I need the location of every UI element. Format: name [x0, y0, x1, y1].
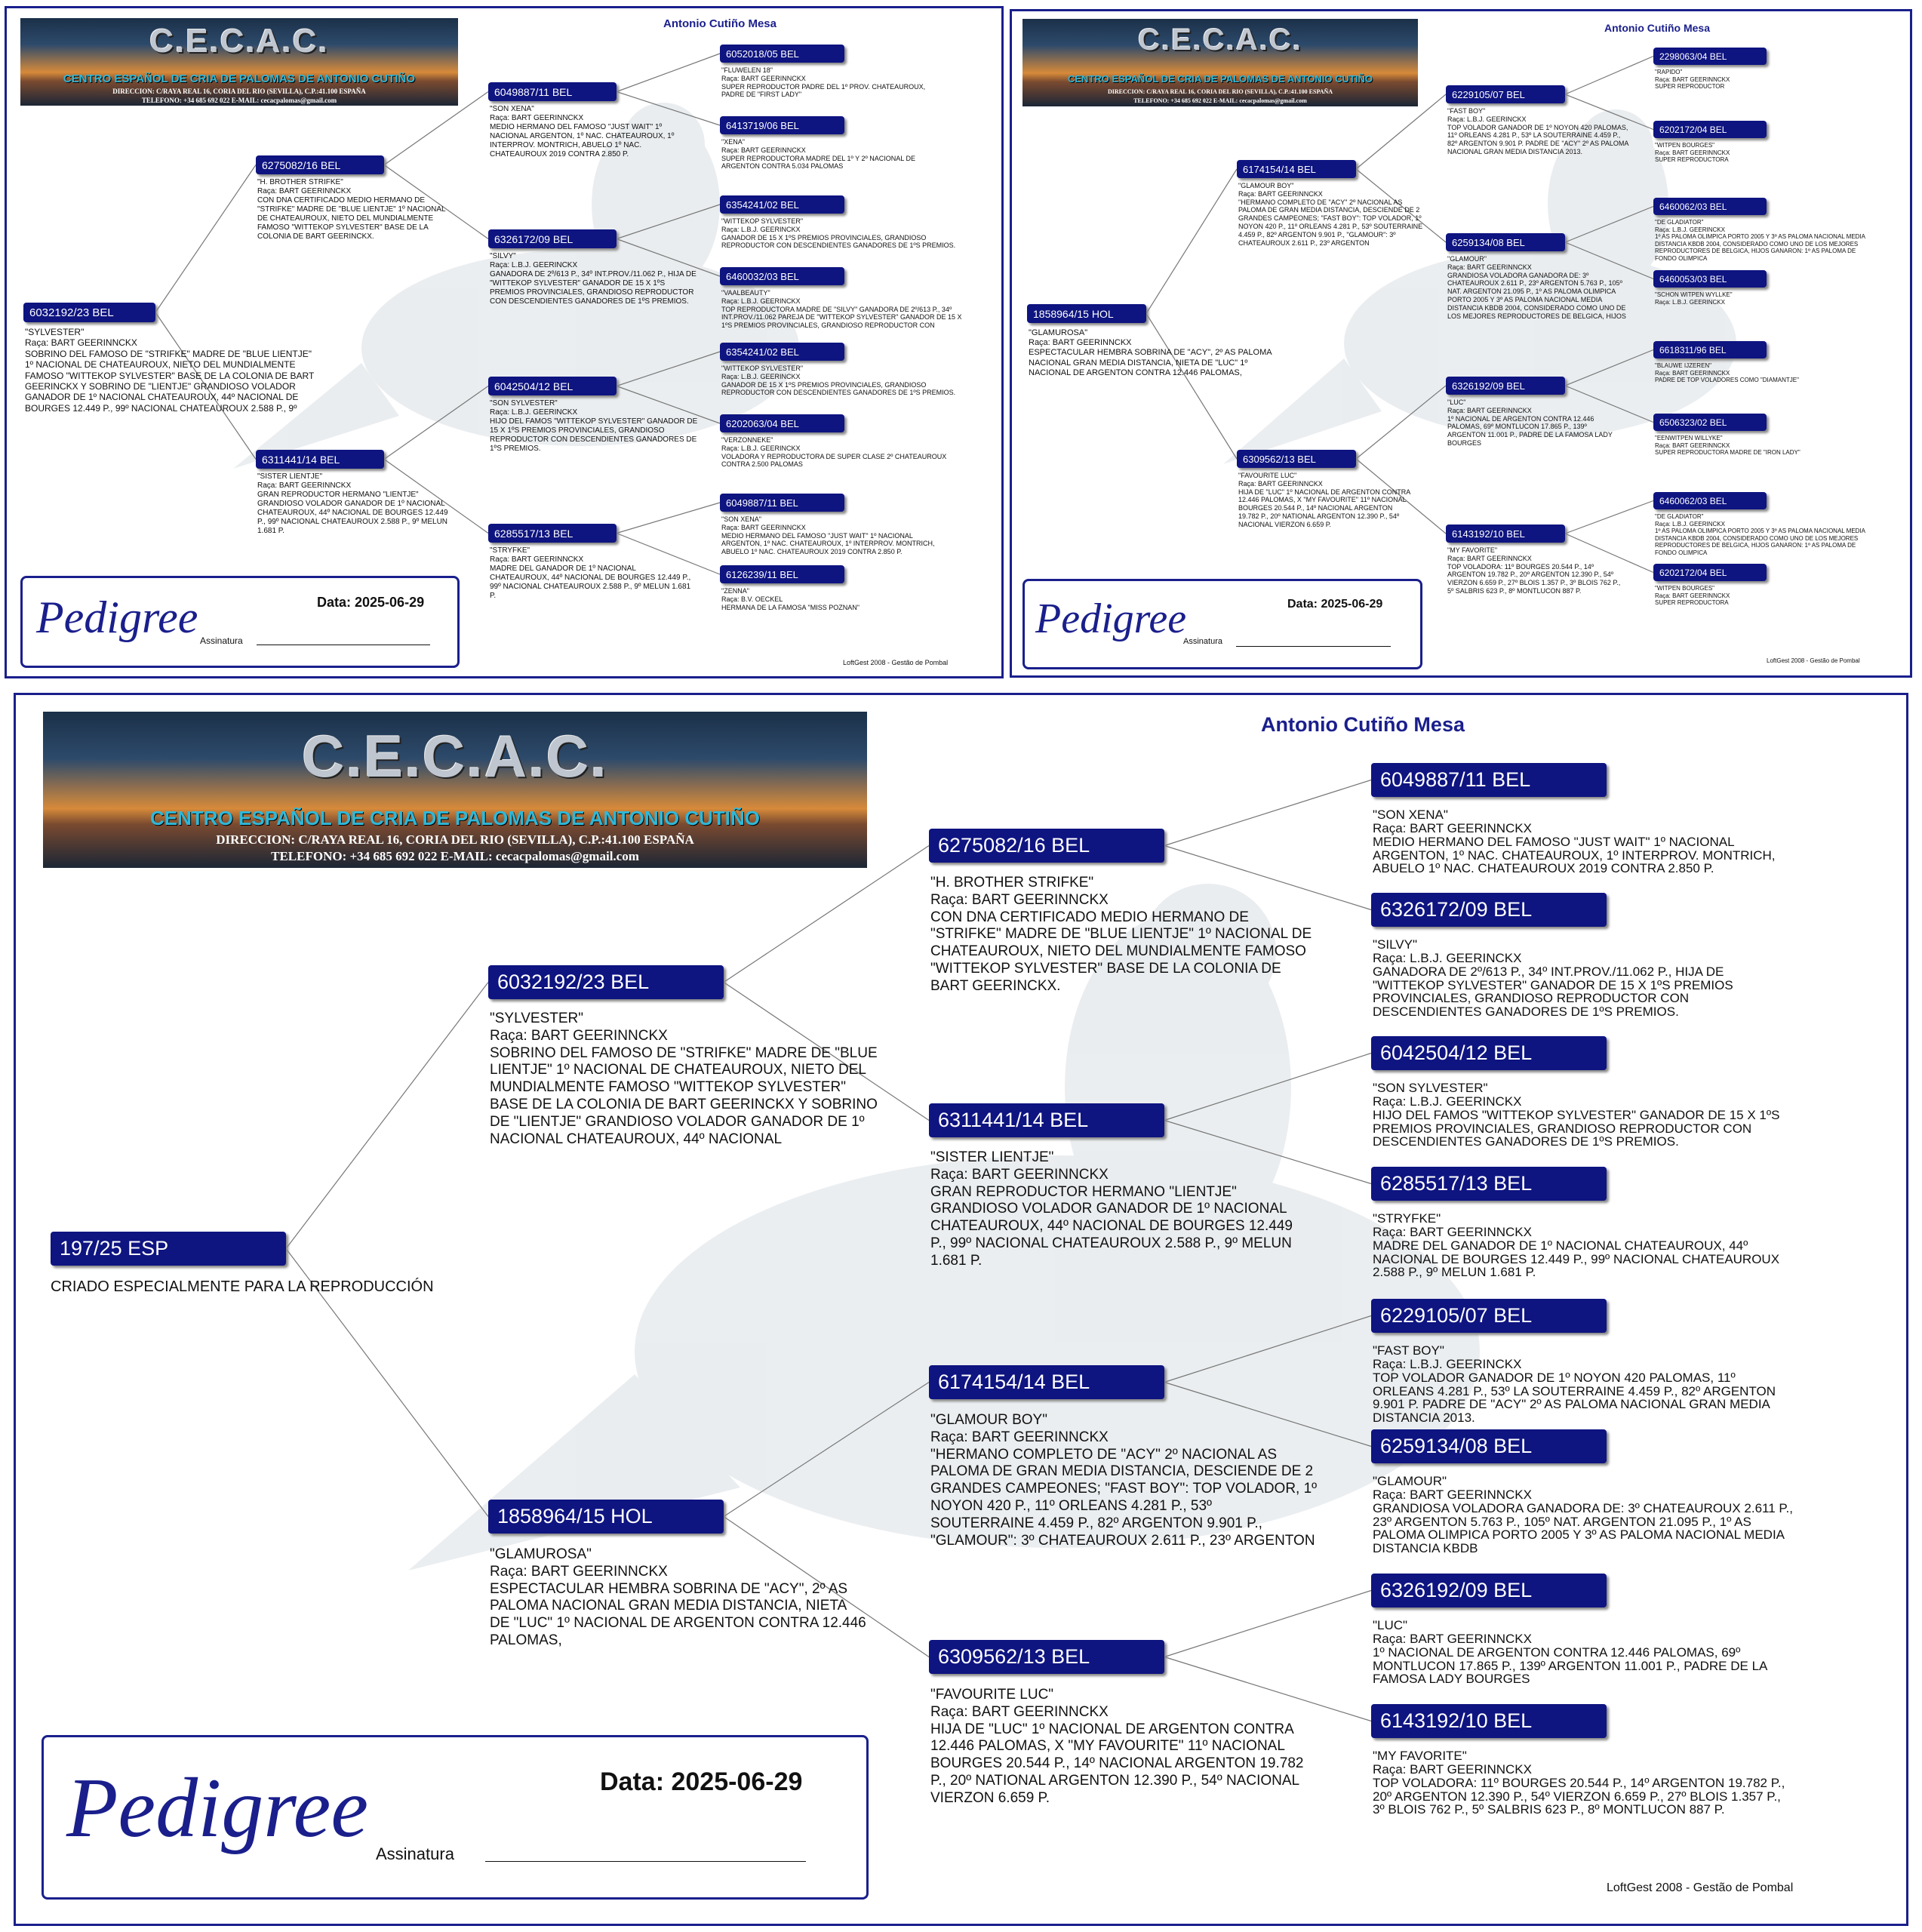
ring-ggp-3: 6354241/02 BEL — [720, 195, 844, 214]
ring-gp-3: 6174154/14 BEL — [929, 1365, 1164, 1399]
signature-label: Assinatura — [1183, 637, 1222, 646]
ggp-4-text: "VAALBEAUTY" Raça: L.B.J. GEERINCKX TOP REPRODUCTORA MADRE DE "SILVY" GANADORA DE 2º/613 P., 34º INT.PROV./11.062 PAREJA DE "WITTEKOP SYLVESTER" GANADOR DE 15 X 1ºS PREMIOS PROVINCIALES, GRANDIOSO REPRODUCTOR CON — [721, 289, 962, 330]
ring-ggp-8: 6202172/04 BEL — [1653, 564, 1767, 581]
connector-line — [1164, 1054, 1371, 1121]
ring-ggp-1: 2298063/04 BEL — [1653, 48, 1767, 65]
connector-line — [1164, 780, 1371, 846]
signature-label: Assinatura — [376, 1844, 454, 1863]
owner-name: Antonio Cutiño Mesa — [1261, 713, 1465, 736]
ring-ggp-3: 6460062/03 BEL — [1653, 198, 1767, 215]
ring-ggp-7: 6326192/09 BEL — [1371, 1574, 1607, 1607]
ring-ggp-5: 6618311/96 BEL — [1653, 341, 1767, 358]
pedigree-sheet-top-right — [1010, 9, 1912, 678]
ggp-4-text: "STRYFKE" Raça: BART GEERINNCKX MADRE DEL GANADOR DE 1º NACIONAL CHATEAUROUX, 44º NACIONAL DE BOURGES 12.449 P., 99º NACIONAL CHATEAUROUX 2.588 P., 9º MELUN 1.681 P. — [1373, 1211, 1780, 1280]
ggp-8-text: "ZENNA" Raça: B.V. OECKEL HERMANA DE LA FAMOSA "MISS POZNAN" — [721, 587, 860, 611]
ggp-7-text: "LUC" Raça: BART GEERINNCKX 1º NACIONAL DE ARGENTON CONTRA 12.446 PALOMAS, 69º MONTLUCON 17.865 P., 139º ARGENTON 11.001 P., PADRE DE LA FAMOSA LADY BOURGES — [1373, 1618, 1767, 1687]
signature-box — [42, 1735, 869, 1900]
pedigree-sheet-top-left — [5, 6, 1004, 678]
ring-ggp-5: 6229105/07 BEL — [1371, 1299, 1607, 1333]
ggp-4-text: "SCHON WITPEN WYLLKE" Raça: L.B.J. GEERINCKX — [1655, 291, 1733, 306]
gp-2-text: "GLAMOUR" Raça: BART GEERINNCKX GRANDIOSA VOLADORA GANADORA DE: 3º CHATEAUROUX 2.611 P., 23º ARGENTON 5.763 P., 105º NAT. ARGENTON 21.095 P., 1º AS PALOMA OLIMPICA PORTO 2005 Y 3º AS PALOMA NACIONAL MEDIA DISTANCIA KBDB 2004, CONSIDERADO COMO UNO DE LOS MEJORES REPRODUCTORES DE BELGICA, HIJOS — [1447, 255, 1626, 320]
ring-subject: 6032192/23 BEL — [23, 303, 155, 322]
footer: LoftGest 2008 - Gestão de Pombal — [1607, 1881, 1794, 1894]
connector-line — [384, 386, 488, 460]
connector-line — [1164, 1591, 1371, 1657]
ring-ggp-4: 6460032/03 BEL — [720, 267, 844, 285]
gp-1-text: "FAST BOY" Raça: L.B.J. GEERINCKX TOP VOLADOR GANADOR DE 1º NOYON 420 PALOMAS, 11º ORLEANS 4.281 P., 53º LA SOUTERRAINE 4.459 P., 82º ARGENTON 9.901 P. PADRE DE "ACY" 2º AS PALOMA NACIONAL GRAN MEDIA DISTANCIA 2013. — [1447, 107, 1628, 155]
father-text: "H. BROTHER STRIFKE" Raça: BART GEERINNCKX CON DNA CERTIFICADO MEDIO HERMANO DE "STRIFKE" MADRE DE "BLUE LIENTJE" 1º NACIONAL DE CHATEAUROUX, NIETO DEL MUNDIALMENTE FAMOSO "WITTEKOP SYLVESTER" BASE DE LA COLONIA DE BART GEERINCKX. — [257, 178, 446, 241]
ring-ggp-4: 6285517/13 BEL — [1371, 1167, 1607, 1201]
mother-text: "FAVOURITE LUC" Raça: BART GEERINNCKX HIJA DE "LUC" 1º NACIONAL DE ARGENTON CONTRA 12.446 PALOMAS, X "MY FAVOURITE" 11º NACIONAL BOURGES 20.544 P., 14º NACIONAL ARGENTON 19.782 P., 20º NATIONAL ARGENTON 12.390 P., 54º NACIONAL VIERZON 6.659 P. — [1238, 472, 1410, 528]
ring-gp-3: 6042504/12 BEL — [488, 377, 617, 395]
ggp-6-text: "EENWITPEN WILLYKE" Raça: BART GEERINNCKX SUPER REPRODUCTORA MADRE DE "IRON LADY" — [1655, 435, 1801, 457]
footer: LoftGest 2008 - Gestão de Pombal — [1767, 657, 1860, 664]
ring-mother: 6311441/14 BEL — [256, 450, 384, 469]
ggp-3-text: "SON SYLVESTER" Raça: L.B.J. GEERINCKX HIJO DEL FAMOS "WITTEKOP SYLVESTER" GANADOR DE 15 X 1ºS PREMIOS PROVINCIALES, GRANDIOSO REPRODUCTOR CON DESCENDIENTES GANADORES DE 1ºS PREMIOS. — [1373, 1081, 1780, 1149]
ring-ggp-4: 6460053/03 BEL — [1653, 270, 1767, 288]
gp-3-text: "LUC" Raça: BART GEERINNCKX 1º NACIONAL DE ARGENTON CONTRA 12.446 PALOMAS, 69º MONTLUCON 17.865 P., 139º ARGENTON 11.001 P., PADRE DE LA FAMOSA LADY BOURGES — [1447, 398, 1613, 447]
connector-line — [1565, 350, 1653, 386]
connector-line — [724, 1383, 929, 1517]
connector-line — [617, 503, 720, 534]
ggp-5-text: "BLAUWE IJZEREN" Raça: BART GEERINNCKX PADRE DE TOP VOLADORES COMO "DIAMANTJE" — [1655, 362, 1799, 384]
connector-line — [286, 983, 488, 1249]
signature-box — [20, 576, 460, 668]
ring-gp-1: 6229105/07 BEL — [1446, 85, 1565, 103]
date-label: Data: 2025-06-29 — [600, 1767, 803, 1796]
subject-text: "SYLVESTER" Raça: BART GEERINNCKX SOBRINO DEL FAMOSO DE "STRIFKE" MADRE DE "BLUE LIENTJE" 1º NACIONAL DE CHATEAUROUX, NIETO DEL MUNDIALMENTE FAMOSO "WITTEKOP SYLVESTER" BASE DE LA COLONIA DE BART GEERINCKX Y SOBRINO DE "LIENTJE" GRANDIOSO VOLADOR GANADOR DE 1º NACIONAL CHATEAUROUX, 44º NACIONAL DE BOURGES 12.449 P., 99º NACIONAL CHATEAUROUX 2.588 P., 9º — [25, 327, 315, 414]
date-label: Data: 2025-06-29 — [1287, 598, 1383, 611]
connector-line — [1565, 207, 1653, 243]
gp-4-text: "STRYFKE" Raça: BART GEERINNCKX MADRE DEL GANADOR DE 1º NACIONAL CHATEAUROUX, 44º NACIONAL DE BOURGES 12.449 P., 99º NACIONAL CHATEAUROUX 2.588 P., 9º MELUN 1.681 P. — [490, 546, 691, 600]
gp-1-text: "SON XENA" Raça: BART GEERINNCKX MEDIO HERMANO DEL FAMOSO "JUST WAIT" 1º NACIONAL ARGENTON, 1º NAC. CHATEAUROUX, 1º INTERPROV. MONTRICH, ABUELO 1º NAC. CHATEAUROUX 2019 CONTRA 2.850 P. — [490, 105, 675, 158]
ring-ggp-3: 6042504/12 BEL — [1371, 1036, 1607, 1070]
connector-line — [1565, 501, 1653, 534]
ggp-8-text: "WITPEN BOURGES" Raça: BART GEERINNCKX SUPER REPRODUCTORA — [1655, 585, 1730, 607]
gp-3-text: "SON SYLVESTER" Raça: L.B.J. GEERINCKX HIJO DEL FAMOS "WITTEKOP SYLVESTER" GANADOR DE 15 X 1ºS PREMIOS PROVINCIALES, GRANDIOSO REPRODUCTOR CON DESCENDIENTES GANADORES DE 1ºS PREMIOS. — [490, 399, 698, 453]
ring-ggp-1: 6049887/11 BEL — [1371, 763, 1607, 797]
mother-text: "SISTER LIENTJE" Raça: BART GEERINNCKX GRAN REPRODUCTOR HERMANO "LIENTJE" GRANDIOSO VOLADOR GANADOR DE 1º NACIONAL CHATEAUROUX, 44º NACIONAL DE BOURGES 12.449 P., 99º NACIONAL CHATEAUROUX 2.588 P., 9º MELUN 1.681 P. — [257, 472, 448, 535]
ring-gp-3: 6326192/09 BEL — [1446, 377, 1565, 395]
connector-line — [1146, 169, 1237, 314]
ring-ggp-1: 6052018/05 BEL — [720, 45, 844, 63]
ring-gp-2: 6311441/14 BEL — [929, 1103, 1164, 1137]
ring-ggp-6: 6506323/02 BEL — [1653, 414, 1767, 431]
ggp-1-text: "SON XENA" Raça: BART GEERINNCKX MEDIO HERMANO DEL FAMOSO "JUST WAIT" 1º NACIONAL ARGENTON, 1º NAC. CHATEAUROUX, 1º INTERPROV. MONTRICH, ABUELO 1º NAC. CHATEAUROUX 2019 CONTRA 2.850 P. — [1373, 808, 1776, 876]
ring-father: 6032192/23 BEL — [488, 965, 724, 999]
father-text: "GLAMOUR BOY" Raça: BART GEERINNCKX "HERMANO COMPLETO DE "ACY" 2º NACIONAL AS PALOMA DE GRAN MEDIA DISTANCIA, DESCIENDE DE 2 GRANDES CAMPEONES; "FAST BOY": TOP VOLADOR, 1º NOYON 420 P., 11º ORLEANS 4.281 P., 53º SOUTERRAINE 4.459 P., 82º ARGENTON 9.901 P., "GLAMOUR": 3º CHATEAUROUX 2.611 P., 23º ARGENTON — [1238, 182, 1423, 247]
connector-line — [1164, 1316, 1371, 1383]
ring-mother: 6309562/13 BEL — [1237, 450, 1356, 468]
connector-line — [1356, 386, 1446, 459]
signature-label: Assinatura — [200, 635, 243, 646]
gp-2-text: "SILVY" Raça: L.B.J. GEERINCKX GANADORA DE 2º/613 P., 34º INT.PROV./11.062 P., HIJA DE "WITTEKOP SYLVESTER" GANADOR DE 15 X 1ºS PREMIOS PROVINCIALES, GRANDIOSO REPRODUCTOR CON DESCENDIENTES GANADORES DE 1ºS PREMIOS. — [490, 252, 697, 306]
ggp-6-text: "GLAMOUR" Raça: BART GEERINNCKX GRANDIOSA VOLADORA GANADORA DE: 3º CHATEAUROUX 2.611 P., 23º ARGENTON 5.763 P., 105º NAT. ARGENTON 21.095 P., 1º AS PALOMA OLIMPICA PORTO 2005 Y 3º AS PALOMA NACIONAL MEDIA DISTANCIA KBDB — [1373, 1474, 1793, 1556]
father-text: "SYLVESTER" Raça: BART GEERINNCKX SOBRINO DEL FAMOSO DE "STRIFKE" MADRE DE "BLUE LIENTJE" 1º NACIONAL DE CHATEAUROUX, NIETO DEL MUNDIALMENTE FAMOSO "WITTEKOP SYLVESTER" BASE DE LA COLONIA DE BART GEERINCKX Y SOBRINO DE "LIENTJE" GRANDIOSO VOLADOR GANADOR DE 1º NACIONAL CHATEAUROUX, 44º NACIONAL — [490, 1011, 878, 1147]
pedigree-label: Pedigree — [66, 1761, 369, 1855]
ggp-5-text: "FAST BOY" Raça: L.B.J. GEERINCKX TOP VOLADOR GANADOR DE 1º NOYON 420 PALOMAS, 11º ORLEANS 4.281 P., 53º LA SOUTERRAINE 4.459 P., 82º ARGENTON 9.901 P. PADRE DE "ACY" 2º AS PALOMA NACIONAL GRAN MEDIA DISTANCIA 2013. — [1373, 1343, 1776, 1426]
signature-line — [1236, 646, 1391, 647]
pedigree-label: Pedigree — [36, 592, 198, 642]
connector-line — [155, 165, 256, 313]
ggp-2-text: "SILVY" Raça: L.B.J. GEERINCKX GANADORA DE 2º/613 P., 34º INT.PROV./11.062 P., HIJA DE "WITTEKOP SYLVESTER" GANADOR DE 15 X 1ºS PREMIOS PROVINCIALES, GRANDIOSO REPRODUCTOR CON DESCENDIENTES GANADORES DE 1ºS PREMIOS. — [1373, 937, 1733, 1020]
ggp-1-text: "RAPIDO" Raça: BART GEERINNCKX SUPER REPRODUCTOR — [1655, 69, 1730, 91]
ring-ggp-8: 6143192/10 BEL — [1371, 1704, 1607, 1738]
mother-text: "GLAMUROSA" Raça: BART GEERINNCKX ESPECTACULAR HEMBRA SOBRINA DE "ACY", 2º AS PALOMA NACIONAL GRAN MEDIA DISTANCIA, NIETA DE "LUC" 1º NACIONAL DE ARGENTON CONTRA 12.446 PALOMAS, — [490, 1546, 866, 1648]
ring-mother: 1858964/15 HOL — [488, 1500, 724, 1534]
gp-2-text: "SISTER LIENTJE" Raça: BART GEERINNCKX GRAN REPRODUCTOR HERMANO "LIENTJE" GRANDIOSO VOLADOR GANADOR DE 1º NACIONAL CHATEAUROUX, 44º NACIONAL DE BOURGES 12.449 P., 99º NACIONAL CHATEAUROUX 2.588 P., 9º MELUN 1.681 P. — [930, 1149, 1293, 1269]
connector-line — [1565, 57, 1653, 95]
signature-line — [485, 1861, 806, 1862]
ggp-5-text: "WITTEKOP SYLVESTER" Raça: L.B.J. GEERINCKX GANADOR DE 15 X 1ºS PREMIOS PROVINCIALES, GRANDIOSO REPRODUCTOR CON DESCENDIENTES GANADORES DE 1ºS PREMIOS. — [721, 365, 956, 397]
ring-subject: 1858964/15 HOL — [1027, 304, 1146, 323]
ring-ggp-5: 6354241/02 BEL — [720, 343, 844, 361]
ring-ggp-6: 6259134/08 BEL — [1371, 1429, 1607, 1463]
ggp-7-text: "SON XENA" Raça: BART GEERINNCKX MEDIO HERMANO DEL FAMOSO "JUST WAIT" 1º NACIONAL ARGENTON, 1º NAC. CHATEAUROUX, 1º INTERPROV. MONTRICH, ABUELO 1º NAC. CHATEAUROUX 2019 CONTRA 2.850 P. — [721, 515, 935, 556]
ring-gp-2: 6259134/08 BEL — [1446, 233, 1565, 251]
ggp-8-text: "MY FAVORITE" Raça: BART GEERINNCKX TOP VOLADORA: 11º BOURGES 20.544 P., 14º ARGENTON 19.782 P., 20º ARGENTON 12.390 P., 54º VIERZON 6.659 P., 27º BLOIS 1.357 P., 3º BLOIS 762 P., 5º SALBRIS 623 P., 8º MONTLUCON 887 P. — [1373, 1749, 1785, 1817]
ring-father: 6275082/16 BEL — [256, 155, 384, 174]
ring-ggp-2: 6413719/06 BEL — [720, 116, 844, 134]
footer: LoftGest 2008 - Gestão de Pombal — [843, 659, 949, 666]
cecac-logo: C.E.C.A.C. CENTRO ESPAÑOL DE CRIA DE PALOMAS DE ANTONIO CUTIÑO DIRECCION: C/RAYA REAL 16, CORIA DEL RIO (SEVILLA), C.P.:41.100 ESPAÑA TELEFONO: +34 685 692 022 E-MAIL: cecacpalomas@gmail.com — [20, 18, 458, 106]
ring-gp-4: 6143192/10 BEL — [1446, 525, 1565, 543]
ggp-7-text: "DE GLADIATOR" Raça: L.B.J. GEERINCKX 1º AS PALOMA OLIMPICA PORTO 2005 Y 3º AS PALOMA NACIONAL MEDIA DISTANCIA KBDB 2004, CONSIDERADO COMO UNO DE LOS MEJORES REPRODUCTORES DE BELGICA, HIJOS GANARON: 1º AS PALOMA DE FONDO OLIMPICA — [1655, 513, 1865, 556]
date-label: Data: 2025-06-29 — [317, 595, 425, 610]
ring-ggp-7: 6460062/03 BEL — [1653, 492, 1767, 509]
ring-gp-1: 6049887/11 BEL — [488, 82, 617, 101]
connector-line — [617, 205, 720, 239]
pedigree-sheet-main — [14, 693, 1908, 1926]
subject-text: "GLAMUROSA" Raça: BART GEERINNCKX ESPECTACULAR HEMBRA SOBRINA DE "ACY", 2º AS PALOMA NACIONAL GRAN MEDIA DISTANCIA, NIETA DE "LUC" 1º NACIONAL DE ARGENTON CONTRA 12.446 PALOMAS, — [1029, 328, 1272, 377]
gp-4-text: "FAVOURITE LUC" Raça: BART GEERINNCKX HIJA DE "LUC" 1º NACIONAL DE ARGENTON CONTRA 12.446 PALOMAS, X "MY FAVOURITE" 11º NACIONAL BOURGES 20.544 P., 14º NACIONAL ARGENTON 19.782 P., 20º NATIONAL ARGENTON 12.390 P., 54º NACIONAL VIERZON 6.659 P. — [930, 1687, 1304, 1806]
gp-3-text: "GLAMOUR BOY" Raça: BART GEERINNCKX "HERMANO COMPLETO DE "ACY" 2º NACIONAL AS PALOMA DE GRAN MEDIA DISTANCIA, DESCIENDE DE 2 GRANDES CAMPEONES; "FAST BOY": TOP VOLADOR, 1º NOYON 420 P., 11º ORLEANS 4.281 P., 53º SOUTERRAINE 4.459 P., 82º ARGENTON 9.901 P., "GLAMOUR": 3º CHATEAUROUX 2.611 P., 23º ARGENTON — [930, 1412, 1318, 1549]
ring-subject: 197/25 ESP — [51, 1232, 286, 1266]
ring-gp-4: 6309562/13 BEL — [929, 1640, 1164, 1674]
signature-box — [1023, 579, 1422, 669]
pedigree-label: Pedigree — [1035, 595, 1187, 642]
owner-name: Antonio Cutiño Mesa — [663, 17, 776, 30]
ggp-3-text: "DE GLADIATOR" Raça: L.B.J. GEERINCKX 1º AS PALOMA OLIMPICA PORTO 2005 Y 3º AS PALOMA NACIONAL MEDIA DISTANCIA KBDB 2004, CONSIDERADO COMO UNO DE LOS MEJORES REPRODUCTORES DE BELGICA, HIJOS GANARON: 1º AS PALOMA DE FONDO OLIMPICA — [1655, 219, 1865, 262]
ring-gp-2: 6326172/09 BEL — [488, 229, 617, 248]
ggp-2-text: "WITPEN BOURGES" Raça: BART GEERINNCKX SUPER REPRODUCTORA — [1655, 142, 1730, 164]
subject-text: CRIADO ESPECIALMENTE PARA LA REPRODUCCIÓN — [51, 1278, 434, 1295]
ring-ggp-2: 6202172/04 BEL — [1653, 121, 1767, 138]
ggp-3-text: "WITTEKOP SYLVESTER" Raça: L.B.J. GEERINCKX GANADOR DE 15 X 1ºS PREMIOS PROVINCIALES, GRANDIOSO REPRODUCTOR CON DESCENDIENTES GANADORES DE 1ºS PREMIOS. — [721, 217, 956, 250]
connector-line — [617, 352, 720, 386]
ggp-6-text: "VERZONNEKE" Raça: L.B.J. GEERINCKX VOLADORA Y REPRODUCTORA DE SUPER CLASE 2º CHATEAUROUX CONTRA 2.500 PALOMAS — [721, 436, 947, 469]
cecac-logo: C.E.C.A.C. CENTRO ESPAÑOL DE CRIA DE PALOMAS DE ANTONIO CUTIÑO DIRECCION: C/RAYA REAL 16, CORIA DEL RIO (SEVILLA), C.P.:41.100 ESPAÑA TELEFONO: +34 685 692 022 E-MAIL: cecacpalomas@gmail.com — [43, 712, 867, 868]
cecac-logo: C.E.C.A.C. CENTRO ESPAÑOL DE CRIA DE PALOMAS DE ANTONIO CUTIÑO DIRECCION: C/RAYA REAL 16, CORIA DEL RIO (SEVILLA), C.P.:41.100 ESPAÑA TELEFONO: +34 685 692 022 E-MAIL: cecacpalomas@gmail.com — [1023, 19, 1418, 106]
gp-1-text: "H. BROTHER STRIFKE" Raça: BART GEERINNCKX CON DNA CERTIFICADO MEDIO HERMANO DE "STRIFKE" MADRE DE "BLUE LIENTJE" 1º NACIONAL DE CHATEAUROUX, NIETO DEL MUNDIALMENTE FAMOSO "WITTEKOP SYLVESTER" BASE DE LA COLONIA DE BART GEERINCKX. — [930, 875, 1312, 994]
ring-ggp-2: 6326172/09 BEL — [1371, 893, 1607, 927]
ring-ggp-8: 6126239/11 BEL — [720, 565, 844, 583]
ring-gp-1: 6275082/16 BEL — [929, 829, 1164, 863]
ring-ggp-6: 6202063/04 BEL — [720, 414, 844, 432]
ring-ggp-7: 6049887/11 BEL — [720, 494, 844, 512]
gp-4-text: "MY FAVORITE" Raça: BART GEERINNCKX TOP VOLADORA: 11º BOURGES 20.544 P., 14º ARGENTON 19.782 P., 20º ARGENTON 12.390 P., 54º VIERZON 6.659 P., 27º BLOIS 1.357 P., 3º BLOIS 762 P., 5º SALBRIS 623 P., 8º MONTLUCON 887 P. — [1447, 546, 1621, 595]
ring-gp-4: 6285517/13 BEL — [488, 524, 617, 543]
connector-line — [617, 54, 720, 92]
ggp-2-text: "XENA" Raça: BART GEERINNCKX SUPER REPRODUCTORA MADRE DEL 1º Y 2º NACIONAL DE ARGENTON CONTRA 5.034 PALOMAS — [721, 138, 915, 171]
ggp-1-text: "FLUWELEN 18" Raça: BART GEERINNCKX SUPER REPRODUCTOR PADRE DEL 1º PROV. CHATEAUROUX, PADRE DE "FIRST LADY" — [721, 66, 926, 99]
owner-name: Antonio Cutiño Mesa — [1604, 22, 1710, 34]
ring-father: 6174154/14 BEL — [1237, 160, 1356, 178]
